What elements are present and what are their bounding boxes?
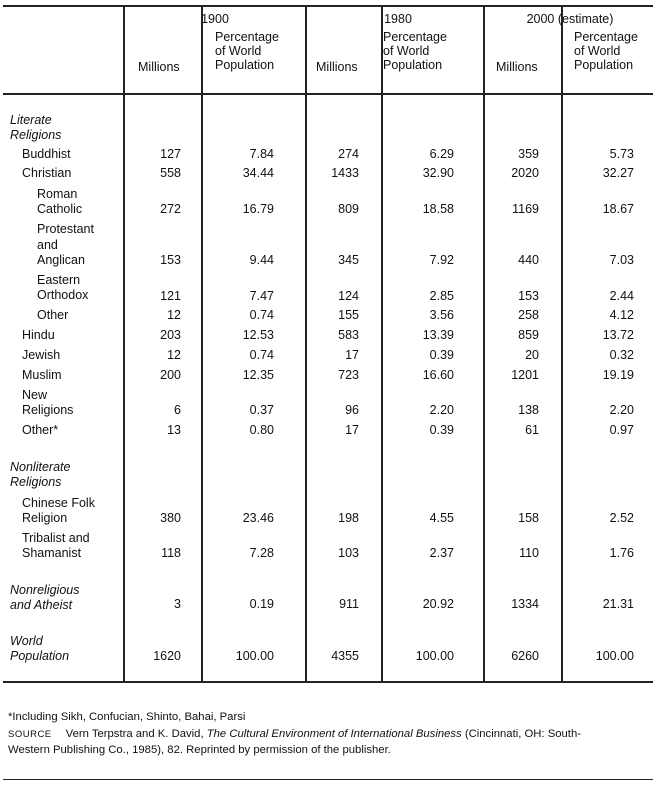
row-label: Christian	[22, 166, 72, 180]
row-label: Shamanist	[22, 546, 82, 560]
table-cell: 200	[160, 368, 181, 382]
footnote: *Including Sikh, Confucian, Shinto, Bahai, Parsi	[8, 711, 246, 723]
table-cell: 198	[338, 511, 359, 525]
table-cell: 3	[174, 597, 181, 611]
table-cell: 100.00	[415, 649, 454, 663]
column-year: 1980	[384, 12, 412, 26]
table-cell: 21.31	[602, 597, 634, 611]
table-cell: 0.97	[609, 423, 634, 437]
table-cell: 359	[518, 147, 539, 161]
section-heading-world: Population	[10, 649, 70, 663]
table-cell: 158	[518, 511, 539, 525]
row-label: Anglican	[37, 253, 85, 267]
percentage-header: Population	[215, 58, 275, 72]
table-cell: 0.74	[249, 348, 274, 362]
table-cell: 7.92	[429, 253, 454, 267]
table-cell: 0.39	[429, 423, 454, 437]
table-rule	[3, 779, 653, 780]
row-label: Tribalist and	[22, 531, 90, 545]
table-cell: 12	[167, 308, 181, 322]
percentage-header: Percentage	[574, 30, 638, 44]
percentage-header: of World	[215, 44, 262, 58]
table-cell: 7.84	[249, 147, 274, 161]
table-cell: 9.44	[249, 253, 274, 267]
row-label: Catholic	[37, 202, 83, 216]
table-cell: 6.29	[429, 147, 454, 161]
table-cell: 13.72	[602, 328, 634, 342]
table-cell: 4.12	[609, 308, 634, 322]
table-cell: 16.79	[242, 202, 274, 216]
table-cell: 138	[518, 403, 539, 417]
table-cell: 20.92	[422, 597, 454, 611]
table-rule	[3, 5, 653, 7]
table-cell: 32.27	[602, 166, 634, 180]
table-cell: 258	[518, 308, 539, 322]
column-divider	[381, 6, 383, 681]
table-cell: 127	[160, 147, 181, 161]
table-cell: 5.73	[609, 147, 634, 161]
table-cell: 2.44	[609, 289, 634, 303]
table-cell: 1334	[511, 597, 539, 611]
row-label: Protestant	[37, 222, 94, 236]
percentage-header: Population	[574, 58, 634, 72]
table-cell: 2.37	[429, 546, 454, 560]
source-label: SOURCE	[8, 729, 52, 740]
column-year: 1900	[201, 12, 229, 26]
table-cell: 110	[519, 546, 539, 560]
column-divider	[305, 6, 307, 681]
table-cell: 7.47	[249, 289, 274, 303]
millions-header: Millions	[496, 60, 538, 74]
section-heading-world: World	[10, 634, 43, 648]
table-cell: 6260	[511, 649, 539, 663]
percentage-header: Percentage	[215, 30, 279, 44]
table-cell: 124	[338, 289, 359, 303]
section-heading-literate: Religions	[10, 128, 62, 142]
source-title: The Cultural Environment of International Business	[206, 728, 465, 740]
table-cell: 380	[160, 511, 181, 525]
table-cell: 17	[345, 348, 359, 362]
column-divider	[123, 6, 125, 681]
table-cell: 4355	[331, 649, 359, 663]
source-publication: (Cincinnati, OH: South-	[464, 728, 581, 740]
column-year: 2000 (estimate)	[526, 12, 614, 26]
table-cell: 7.28	[249, 546, 274, 560]
percentage-header: of World	[383, 44, 430, 58]
table-cell: 1201	[511, 368, 539, 382]
table-cell: 18.58	[422, 202, 454, 216]
table-cell: 118	[161, 546, 181, 560]
table-cell: 17	[345, 423, 359, 437]
table-cell: 0.74	[249, 308, 274, 322]
column-divider	[483, 6, 485, 681]
table-cell: 0.37	[249, 403, 274, 417]
table-cell: 1433	[331, 166, 359, 180]
table-cell: 23.46	[242, 511, 274, 525]
table-cell: 34.44	[242, 166, 274, 180]
percentage-header: of World	[574, 44, 621, 58]
millions-header: Millions	[138, 60, 180, 74]
table-rule	[3, 93, 653, 95]
row-label: Religions	[22, 403, 74, 417]
table-cell: 6	[174, 403, 181, 417]
table-cell: 100.00	[595, 649, 634, 663]
table-cell: 2.20	[609, 403, 634, 417]
table-cell: 153	[518, 289, 539, 303]
table-cell: 12	[167, 348, 181, 362]
table-cell: 12.53	[242, 328, 274, 342]
table-cell: 859	[518, 328, 539, 342]
table-cell: 1.76	[609, 546, 634, 560]
table-cell: 2.20	[429, 403, 454, 417]
table-cell: 0.19	[249, 597, 274, 611]
row-label: Roman	[37, 187, 78, 201]
percentage-header: Population	[383, 58, 443, 72]
table-cell: 3.56	[429, 308, 454, 322]
table-cell: 61	[525, 423, 539, 437]
table-cell: 12.35	[242, 368, 274, 382]
table-cell: 18.67	[602, 202, 634, 216]
table-cell: 121	[160, 289, 181, 303]
section-heading-nonreligious: Nonreligious	[10, 583, 80, 597]
table-cell: 153	[160, 253, 181, 267]
row-label: Muslim	[22, 368, 62, 382]
section-heading-nonreligious: and Atheist	[10, 598, 73, 612]
table-cell: 20	[525, 348, 539, 362]
row-label: and	[37, 237, 58, 252]
table-cell: 16.60	[422, 368, 454, 382]
table-cell: 13	[167, 423, 181, 437]
section-heading-literate: Literate	[10, 113, 52, 127]
section-heading-nonliterate: Religions	[10, 475, 62, 489]
table-cell: 345	[338, 253, 359, 267]
percentage-header: Percentage	[383, 30, 447, 44]
row-label: Buddhist	[22, 147, 71, 161]
table-cell: 13.39	[422, 328, 454, 342]
table-cell: 32.90	[422, 166, 454, 180]
column-divider	[561, 6, 563, 681]
row-label: Orthodox	[37, 288, 89, 302]
table-cell: 1169	[512, 202, 539, 216]
table-cell: 96	[345, 403, 359, 417]
row-label: Hindu	[22, 328, 55, 342]
table-cell: 583	[338, 328, 359, 342]
table-cell: 0.80	[249, 423, 274, 437]
table-cell: 103	[338, 546, 359, 560]
table-cell: 100.00	[235, 649, 274, 663]
table-cell: 723	[338, 368, 359, 382]
row-label: Other	[37, 308, 69, 322]
table-cell: 19.19	[602, 368, 634, 382]
section-heading-nonliterate: Nonliterate	[10, 460, 71, 474]
row-label: Religion	[22, 511, 68, 525]
table-cell: 2020	[511, 166, 539, 180]
column-divider	[201, 6, 203, 681]
source-authors: Vern Terpstra and K. David,	[65, 728, 207, 740]
table-cell: 0.32	[609, 348, 634, 362]
table-cell: 155	[338, 308, 359, 322]
table-cell: 1620	[153, 649, 181, 663]
row-label: Other*	[22, 423, 59, 437]
table-cell: 4.55	[429, 511, 454, 525]
table-cell: 2.85	[429, 289, 454, 303]
table-cell: 809	[338, 202, 359, 216]
table-cell: 2.52	[609, 511, 634, 525]
millions-header: Millions	[316, 60, 358, 74]
source-citation	[8, 727, 581, 742]
row-label: Eastern	[37, 273, 81, 287]
table-cell: 0.39	[429, 348, 454, 362]
table-cell: 272	[160, 202, 181, 216]
row-label: Chinese Folk	[22, 496, 95, 510]
table-cell: 911	[339, 597, 359, 611]
row-label: New	[22, 388, 48, 402]
table-cell: 558	[160, 166, 181, 180]
table-cell: 7.03	[609, 253, 634, 267]
source-publication-continued: Western Publishing Co., 1985), 82. Reprinted by permission of the publisher.	[8, 744, 391, 756]
table-rule	[3, 681, 653, 683]
row-label: Jewish	[22, 348, 61, 362]
table-cell: 440	[518, 253, 539, 267]
table-cell: 203	[160, 328, 181, 342]
table-cell: 274	[338, 147, 359, 161]
